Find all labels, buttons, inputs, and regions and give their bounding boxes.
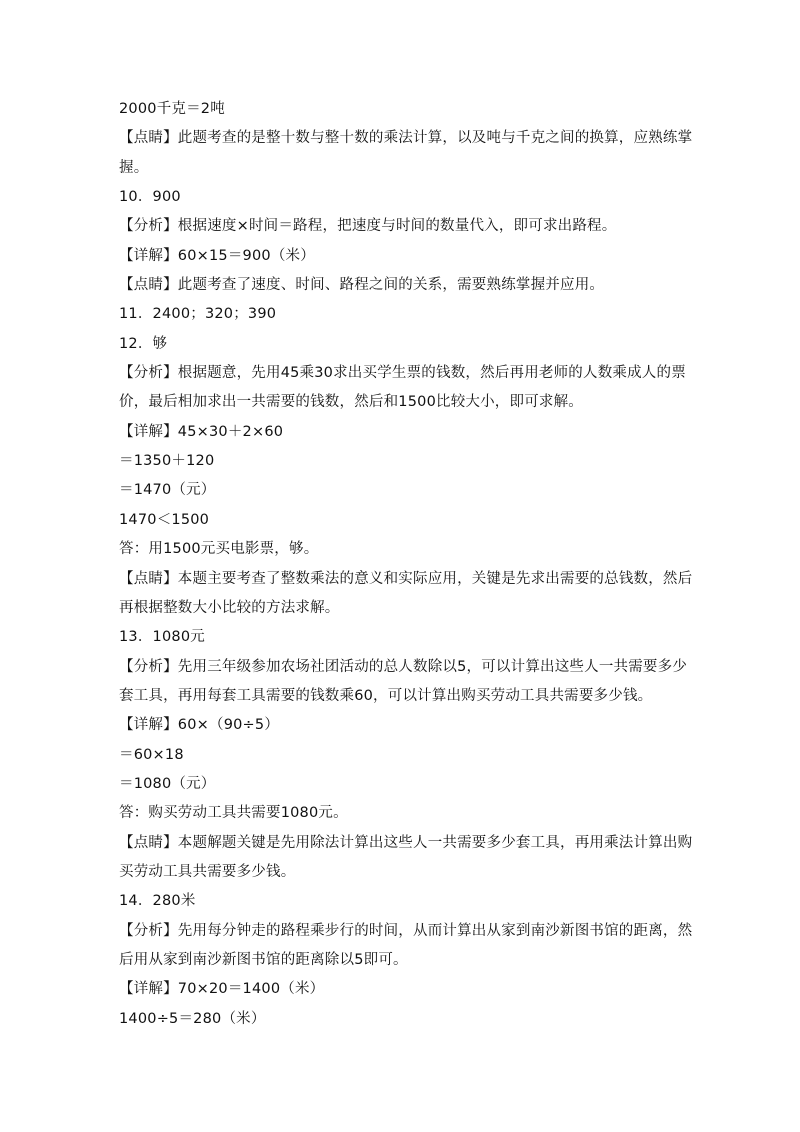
text-line: 【点睛】此题考查的是整十数与整十数的乘法计算，以及吨与千克之间的换算，应熟练掌 <box>119 130 693 147</box>
text-line: 后用从家到南沙新图书馆的距离除以5即可。 <box>119 951 408 968</box>
text-line: 买劳动工具共需要多少钱。 <box>119 863 296 880</box>
text-line: 【详解】60×15＝900（米） <box>119 247 315 264</box>
text-line: 价，最后相加求出一共需要的钱数，然后和1500比较大小，即可求解。 <box>119 394 583 411</box>
text-line: 【分析】先用每分钟走的路程乘步行的时间，从而计算出从家到南沙新图书馆的距离，然 <box>119 922 693 939</box>
text-line: ＝1080（元） <box>119 775 216 792</box>
text-line: ＝1470（元） <box>119 482 216 499</box>
text-line: 答：购买劳动工具共需要1080元。 <box>119 805 348 822</box>
text-line: 【点睛】本题主要考查了整数乘法的意义和实际应用，关键是先求出需要的总钱数，然后 <box>119 570 693 587</box>
solution-text <box>119 95 693 1034</box>
answer-heading-12: 12．够 <box>119 335 168 352</box>
text-line: 再根据整数大小比较的方法求解。 <box>119 599 340 616</box>
text-line: 【详解】70×20＝1400（米） <box>119 981 325 998</box>
text-line: 【分析】根据题意，先用45乘30求出买学生票的钱数，然后再用老师的人数乘成人的票 <box>119 365 686 382</box>
text-line: 套工具，再用每套工具需要的钱数乘60，可以计算出购买劳动工具共需要多少钱。 <box>119 687 653 704</box>
answer-heading-10: 10．900 <box>119 189 181 206</box>
text-line: ＝1350＋120 <box>119 453 215 470</box>
text-line: 【分析】先用三年级参加农场社团活动的总人数除以5，可以计算出这些人一共需要多少 <box>119 658 688 675</box>
text-line: ＝60×18 <box>119 746 184 763</box>
text-line: 握。 <box>119 159 149 176</box>
answer-heading-11: 11．2400；320；390 <box>119 306 277 323</box>
answer-heading-14: 14．280米 <box>119 893 196 910</box>
text-line: 2000千克＝2吨 <box>119 101 225 117</box>
text-line: 【详解】45×30＋2×60 <box>119 423 284 440</box>
text-line: 答：用1500元买电影票，够。 <box>119 541 319 558</box>
text-line: 1400÷5＝280（米） <box>119 1010 266 1027</box>
text-line: 【点睛】本题解题关键是先用除法计算出这些人一共需要多少套工具，再用乘法计算出购 <box>119 834 693 851</box>
text-line: 【点睛】此题考查了速度、时间、路程之间的关系，需要熟练掌握并应用。 <box>119 277 605 294</box>
text-line: 【详解】60×（90÷5） <box>119 717 280 734</box>
text-line: 1470＜1500 <box>119 511 210 528</box>
answer-heading-13: 13．1080元 <box>119 629 205 646</box>
text-line: 【分析】根据速度×时间＝路程，把速度与时间的数量代入，即可求出路程。 <box>119 218 617 235</box>
